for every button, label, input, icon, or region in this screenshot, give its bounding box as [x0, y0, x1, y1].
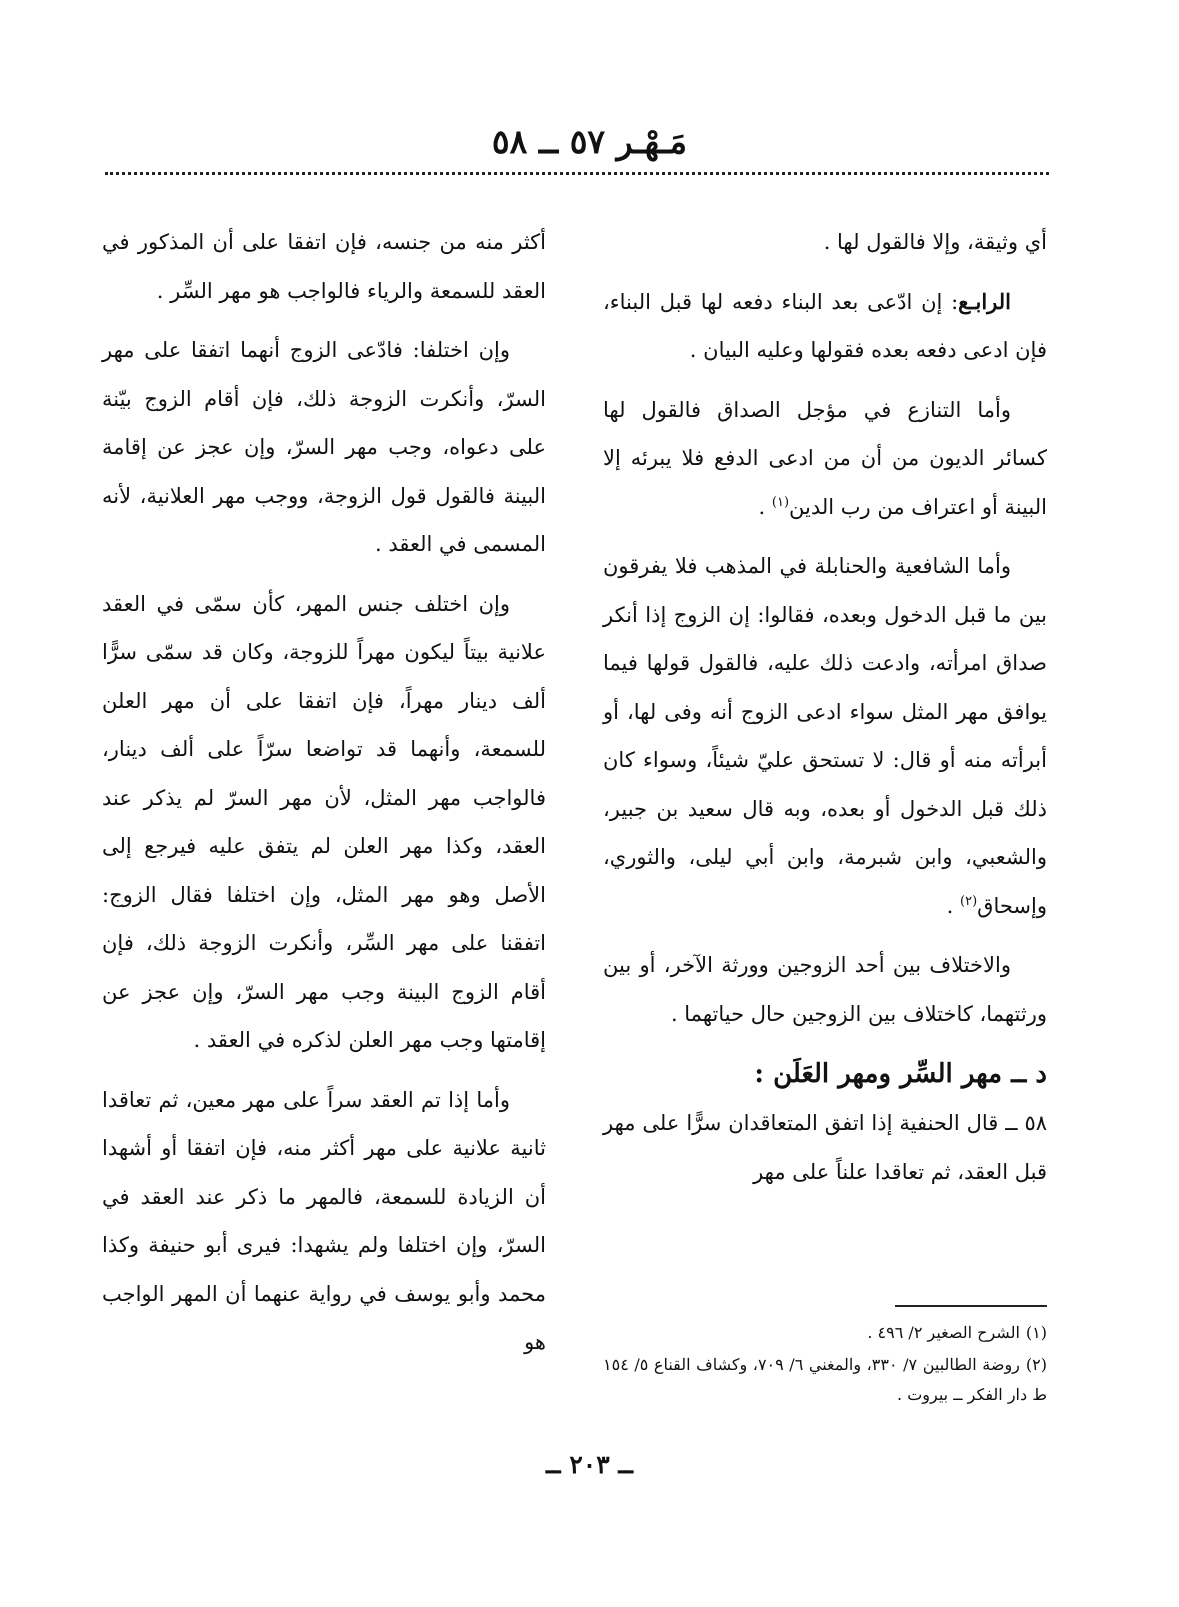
paragraph-text: وأما التنازع في مؤجل الصداق فالقول لها كسائر الديون من أن من ادعى الدفع فلا يبرئه إلا البينة أو اعتراف من رب الدين [603, 397, 1047, 519]
footnote-number: (٢) [1025, 1355, 1048, 1374]
paragraph-text: وأما الشافعية والحنابلة في المذهب فلا يفرقون بين ما قبل الدخول وبعده، فقالوا: إن الزوج إذا أنكر صداق امرأته، وادعت ذلك عليه، فالقول قولها فيما يوافق مهر المثل سواء ادعى الزوج أنه وفى لها، أو أبرأته منه أو قال: لا تستحق عليّ شيئاً، وسواء كان ذلك قبل الدخول أو بعده، وبه قال سعيد بن جبير، والشعبي، وابن شبرمة، وابن أبي ليلى، والثوري، وإسحاق [603, 554, 1047, 918]
paragraph: وأما إذا تم العقد سراً على مهر معين، ثم تعاقدا ثانية علانية على مهر أكثر منه، فإن اتفقا أو أشهدا أن الزيادة للسمعة، فالمهر ما ذكر عند العقد في السرّ، وإن اختلفا ولم يشهدا: فيرى أبو حنيفة وكذا محمد وأبو يوسف في رواية عنهما أن المهر الواجب هو [102, 1087, 546, 1354]
footnote-ref: (١) [771, 494, 790, 510]
paragraph-end: . [758, 494, 772, 519]
footnote-text: روضة الطالبين ٧/ ٣٣٠، والمغني ٦/ ٧٠٩، وكشاف القناع ٥/ ١٥٤ ط دار الفكر ــ بيروت . [603, 1355, 1047, 1404]
footnote-text: الشرح الصغير ٢/ ٤٩٦ . [867, 1323, 1020, 1342]
paragraph: أكثر منه من جنسه، فإن اتفقا على أن المذكور في العقد للسمعة والرياء فالواجب هو مهر السِّر . [102, 230, 546, 303]
footnote-ref: (٢) [960, 893, 978, 909]
paragraph: أي وثيقة، وإلا فالقول لها . [823, 230, 1047, 254]
paragraph: وإن اختلفا: فادّعى الزوج أنهما اتفقا على مهر السرّ، وأنكرت الزوجة ذلك، فإن أقام الزوج بيّنة على دعواه، وجب مهر السرّ، وإن عجز عن إقامة البينة فالقول قول الزوجة، ووجب مهر العلانية، لأنه المسمى في العقد . [102, 338, 546, 556]
footnote-separator [895, 1305, 1047, 1307]
running-header: مَـهْـر ٥٧ ــ ٥٨ [491, 122, 688, 161]
section-heading: د ــ مهر السِّر ومهر العَلَن : [754, 1059, 1047, 1089]
paragraph-end: . [946, 893, 961, 918]
paragraph: وإن اختلف جنس المهر، كأن سمّى في العقد علانية بيتاً ليكون مهراً للزوجة، وكان قد سمّى سرًّا ألف دينار مهراً، فإن اتفقا على أن مهر العلن للسمعة، وأنهما قد تواضعا سرّاً على ألف دينار، فالواجب مهر المثل، لأن مهر السرّ لم يذكر عند العقد، وكذا مهر العلن لم يتفق عليه فيرجع إلى الأصل وهو مهر المثل، وإن اختلفا فقال الزوج: اتفقنا على مهر السِّر، وأنكرت الزوجة ذلك، فإن أقام الزوج البينة وجب مهر السرّ، وإن عجز عن إقامتها وجب مهر العلن لذكره في العقد . [102, 591, 546, 1052]
header-dotted-rule [105, 172, 1049, 175]
footnote-number: (١) [1025, 1323, 1047, 1342]
paragraph-text: : إن ادّعى بعد البناء دفعه لها قبل البناء، فإن ادعى دفعه بعده فقولها وعليه البيان . [603, 289, 1047, 362]
paragraph [603, 386, 1047, 532]
footnotes [603, 1318, 1047, 1412]
paragraph: ٥٨ ــ قال الحنفية إذا اتفق المتعاقدان سرًّا على مهر قبل العقد، ثم تعاقدا علناً على مهر [603, 1111, 1047, 1184]
right-column [603, 218, 1047, 1207]
page-number: ــ ٢٠٣ ــ [545, 1450, 633, 1479]
paragraph [603, 278, 1047, 375]
paragraph-lead: الرابـع [958, 288, 1011, 314]
footnote [603, 1350, 1047, 1410]
footnote [603, 1318, 1047, 1348]
paragraph [603, 542, 1047, 930]
paragraph: والاختلاف بين أحد الزوجين وورثة الآخر، أو بين ورثتهما، كاختلاف بين الزوجين حال حياتهما . [603, 953, 1047, 1026]
left-column [102, 218, 546, 1378]
